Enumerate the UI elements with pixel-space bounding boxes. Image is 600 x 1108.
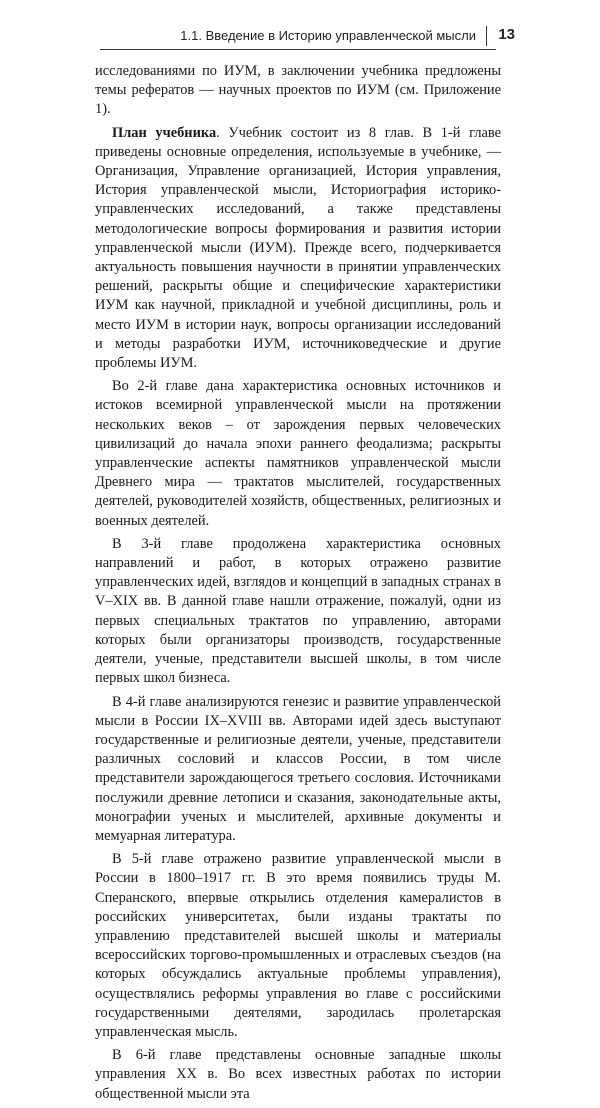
paragraph-2: Во 2-й главе дана характеристика основных источников и истоков всемирной управленческой мысли на протяжении нескольких веков – от зарождения первых человеческих цивилизаций до начала эпохи раннего феодализма; раскрыты управленческие аспекты памятников управленческой мысли Древнего мира — трактатов мыслителей, государственных деятелей, руководителей хозяйств, общественных, религиозных и военных деятелей. <box>95 378 501 529</box>
paragraph-5: В 5-й главе отражено развитие управленческой мысли в России в 1800–1917 гг. В это время появились труды М. Сперанского, впервые открылись отделения камералистов в российских университетах, были изданы трактаты по управлению представителей высшей школы и материалы всероссийских торгово-промышленных и отраслевых съездов (на которых обсуждались актуальные проблемы управления), осуществлялись реформы управления во главе с российскими государственными деятелями, зародилась пролетарская управленческая мысль. <box>95 851 501 1040</box>
paragraph-1-text: . Учебник состоит из 8 глав. В 1-й главе приведены основные определения, используемые в учебнике, — Организация, Управление организацией, История управления, История управленческой мысли, Историография историко-управленческих исследований, а также представлены методологические вопросы формирования и развития истории управленческой мысли (ИУМ). Прежде всего, подчеркивается актуальность повышения научности в принятии управленческих решений, раскрыты общие и специфические характеристики ИУМ как научной, прикладной и учебной дисциплины, роль и место ИУМ в истории наук, вопросы организации исследований и методы разработки ИУМ, источниковедческие и другие проблемы ИУМ. <box>95 124 501 372</box>
paragraph-3: В 3-й главе продолжена характеристика основных направлений и работ, в которых отражено развитие управленческих идей, взглядов и концепций в западных странах в V–XIX вв. В данной главе нашли отражение, пожалуй, одни из первых специальных трактатов по управлению, авторами которых были организаторы производств, государственные деятели, ученые, представители высшей школы, в том числе первых школ бизнеса. <box>95 535 501 687</box>
page-number: 13 <box>498 26 515 43</box>
paragraph-4: В 4-й главе анализируются генезис и развитие управленческой мысли в России IX–XVIII вв. Авторами идей здесь выступают государственные и религиозные деятели, ученые, представители различных сословий и классов России, в том числе представители зарождающегося третьего сословия. Источниками послужили древние летописи и сказания, законодательные акты, монографии ученых и мыслителей, архивные документы и мемуарная литература. <box>95 693 501 844</box>
paragraph-6: В 6-й главе представлены основные западные школы управления XX в. Во всех известных работах по истории общественной мысли эта <box>95 1047 501 1102</box>
paragraph-1 <box>95 124 501 374</box>
running-header <box>0 20 600 50</box>
header-separator <box>486 26 487 46</box>
header-rule <box>100 49 496 50</box>
body-text <box>95 62 501 1108</box>
paragraph-0: исследованиями по ИУМ, в заключении учебника предложены темы рефератов — научных проектов по ИУМ (см. Приложение 1). <box>95 63 501 118</box>
section-title: 1.1. Введение в Историю управленческой мысли <box>180 28 476 43</box>
plan-heading: План учебника <box>112 124 217 141</box>
